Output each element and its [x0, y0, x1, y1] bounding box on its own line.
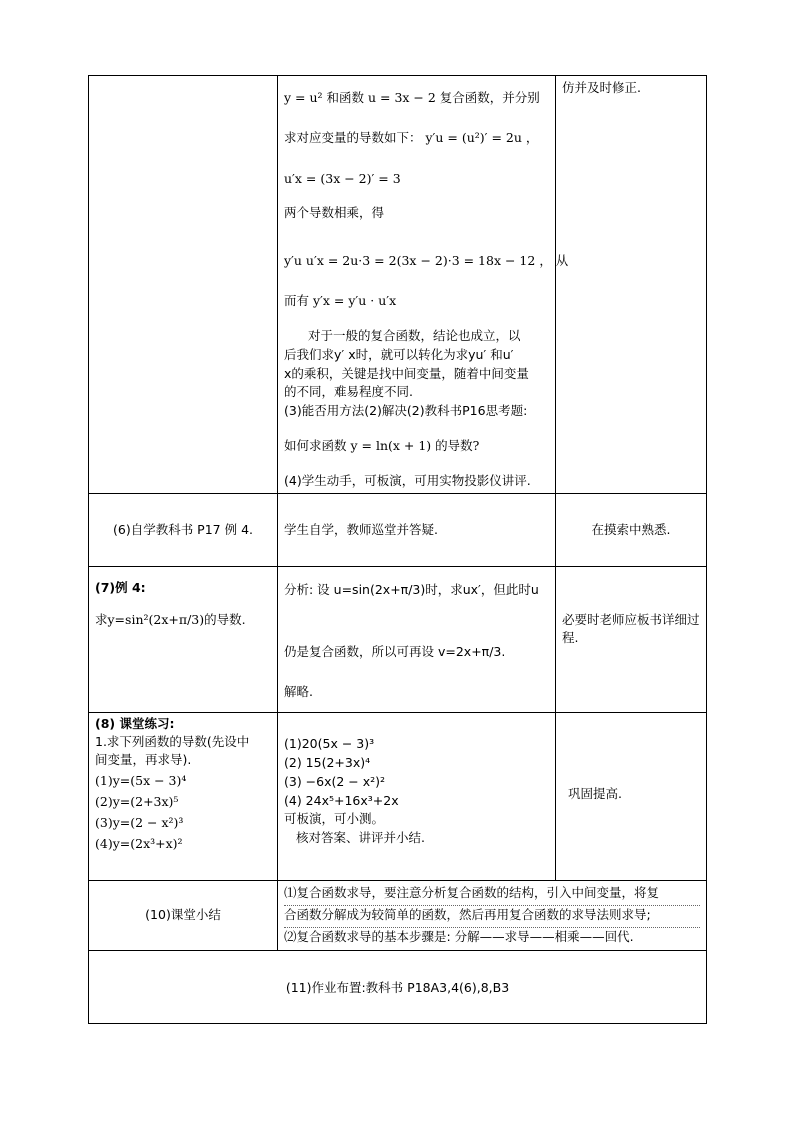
- summary-line: ⑵复合函数求导的基本步骤是: 分解——求导——相乘——回代.: [284, 927, 700, 946]
- row5-col1: [89, 881, 278, 950]
- answer-line: 核对答案、讲评并小结.: [296, 830, 425, 845]
- derivative-line: 求对应变量的导数如下： y′u = (u²)′ = 2u ，: [284, 130, 539, 145]
- analysis-line: 仍是复合函数，所以可再设 v=2x+π/3.: [284, 644, 506, 659]
- answer-line: (2) 15(2+3x)⁴: [284, 755, 371, 770]
- row1-col2: [278, 76, 569, 493]
- note-text: 在摸索中熟悉.: [591, 522, 671, 537]
- note-text: 必要时老师应板书详细过程.: [562, 612, 700, 645]
- summary-line: ⑴复合函数求导，要注意分析复合函数的结构，引入中间变量，将复: [284, 885, 660, 900]
- row1-col3: [556, 76, 706, 493]
- practice-line: (2)y=(2+3x)⁵: [95, 794, 179, 809]
- row3-col3: [556, 567, 706, 712]
- row4-col2: [278, 713, 556, 880]
- table-row: [89, 713, 706, 881]
- text-line: 的不同，难易程度不同.: [284, 384, 413, 399]
- table-row: [89, 951, 706, 1023]
- table-row: [89, 76, 706, 494]
- homework-text: (11)作业布置:教科书 P18A3,4(6),8,B3: [285, 980, 510, 995]
- row4-col3: [556, 713, 706, 880]
- text-line: x的乘积，关键是找中间变量，随着中间变量: [284, 366, 529, 381]
- summary-title: (10)课堂小结: [145, 907, 221, 922]
- example-problem: 求y=sin²(2x+π/3)的导数.: [95, 612, 246, 627]
- row3-col1: [89, 567, 278, 712]
- analysis-line: 解略.: [284, 684, 313, 699]
- homework-cell: [89, 951, 706, 1023]
- answer-line: 可板演，可小测。: [284, 811, 385, 826]
- summary-line: 合函数分解成为较简单的函数，然后再用复合函数的求导法则求导;: [284, 905, 700, 924]
- activity-text: 学生自学，教师巡堂并答疑.: [284, 522, 438, 537]
- derivative-line: u′x = (3x − 2)′ = 3: [284, 171, 401, 186]
- text-line: (4)学生动手，可板演，可用实物投影仪讲评.: [284, 473, 531, 488]
- text-line: (3)能否用方法(2)解决(2)教科书P16思考题:: [284, 403, 528, 418]
- result-line: 而有 y′x = y′u · u′x: [284, 293, 397, 308]
- row4-col1: [89, 713, 278, 880]
- row2-col2: [278, 494, 556, 566]
- table-row: [89, 881, 706, 951]
- practice-line: (4)y=(2x³+x)²: [95, 836, 183, 851]
- analysis-line: 分析: 设 u=sin(2x+π/3)时，求ux′，但此时u: [284, 582, 539, 597]
- product-line: y′u u′x = 2u·3 = 2(3x − 2)·3 = 18x − 12 ， 从: [284, 253, 569, 268]
- row2-col1: [89, 494, 278, 566]
- practice-line: (1)y=(5x − 3)⁴: [95, 773, 187, 788]
- answer-line: (1)20(5x − 3)³: [284, 736, 375, 751]
- composite-function-line: y = u² 和函数 u = 3x − 2 复合函数，并分别: [284, 90, 540, 105]
- table-row: [89, 494, 706, 567]
- answer-line: (4) 24x⁵+16x³+2x: [284, 793, 399, 808]
- note-text: 仿并及时修正.: [562, 80, 641, 95]
- text-line: 对于一般的复合函数，结论也成立，以: [308, 328, 521, 343]
- summary-content: [278, 881, 706, 950]
- practice-line: (3)y=(2 − x²)³: [95, 815, 184, 830]
- example-title: (7)例 4:: [95, 580, 146, 595]
- practice-line: 1.求下列函数的导数(先设中: [95, 734, 250, 749]
- text-line: 两个导数相乘，得: [284, 205, 385, 220]
- practice-line: 间变量，再求导).: [95, 752, 192, 767]
- table-row: [89, 567, 706, 713]
- activity-text: (6)自学教科书 P17 例 4.: [113, 522, 253, 537]
- practice-title: (8) 课堂练习:: [95, 716, 175, 731]
- row1-col1: [89, 76, 278, 493]
- row2-col3: [556, 494, 706, 566]
- text-line: 如何求函数 y = ln(x + 1) 的导数?: [284, 438, 480, 453]
- lesson-table: [88, 75, 707, 1024]
- note-text: 巩固提高.: [568, 786, 622, 801]
- row3-col2: [278, 567, 556, 712]
- text-line: 后我们求y′ x时，就可以转化为求yu′ 和u′: [284, 347, 514, 362]
- answer-line: (3) −6x(2 − x²)²: [284, 774, 386, 789]
